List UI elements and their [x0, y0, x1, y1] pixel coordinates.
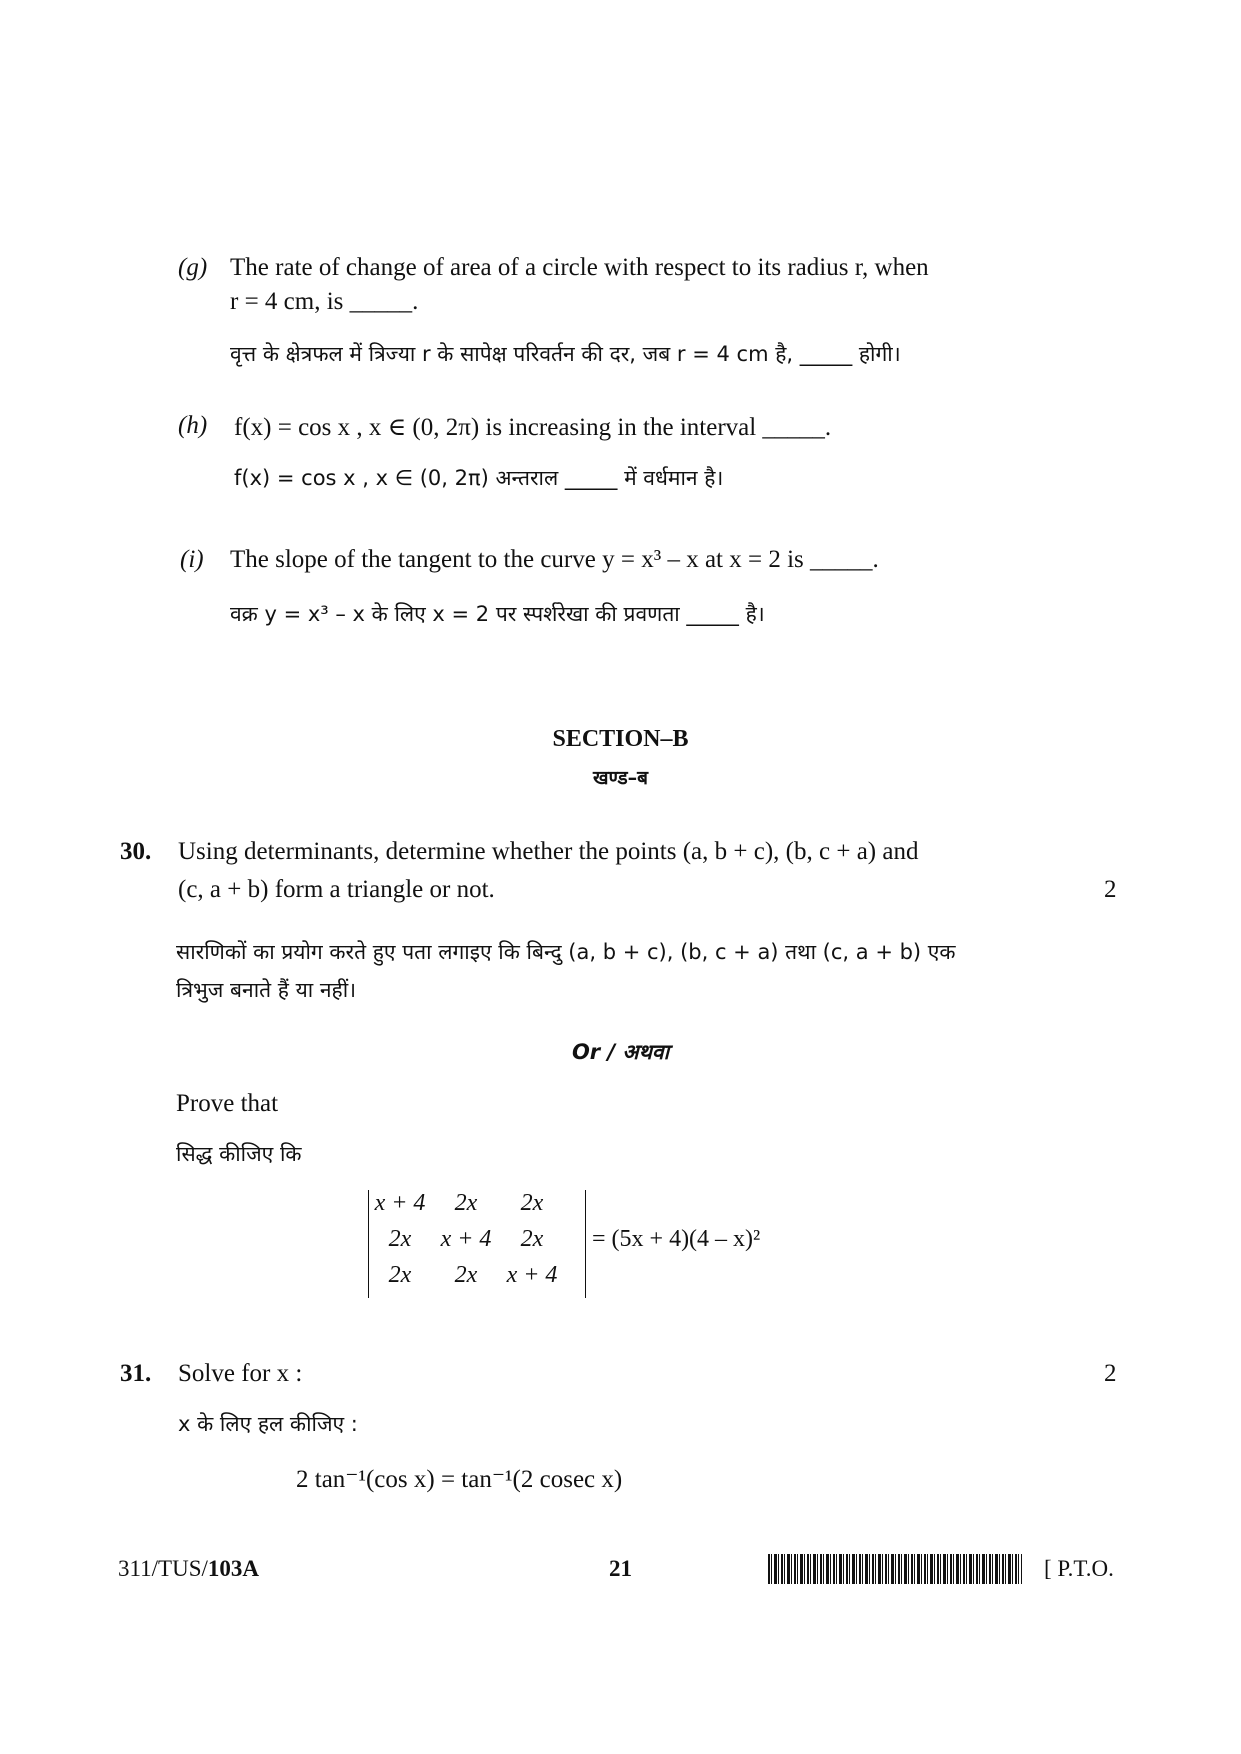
question-31-marks: 2	[1104, 1360, 1117, 1387]
barcode-image	[768, 1554, 1022, 1584]
matrix-cell: x + 4	[374, 1190, 426, 1216]
determinant-matrix	[368, 1190, 586, 1298]
question-30-text-en-line1: Using determinants, determine whether the points (a, b + c), (b, c + a) and	[178, 838, 919, 865]
question-i-text-en: The slope of the tangent to the curve y = x³ – x at x = 2 is _____.	[230, 546, 879, 573]
question-h-text-en: f(x) = cos x , x ∈ (0, 2π) is increasing in the interval _____.	[234, 414, 832, 441]
matrix-cell: 2x	[520, 1226, 544, 1252]
paper-code-bold: 103A	[207, 1556, 260, 1581]
question-g-text-en-line1: The rate of change of area of a circle with respect to its radius r, when	[230, 254, 929, 281]
subquestion-label-g: (g)	[178, 254, 208, 281]
question-number-30: 30.	[120, 838, 152, 865]
page-number: 21	[609, 1556, 632, 1581]
determinant-rhs: = (5x + 4)(4 – x)²	[592, 1226, 761, 1252]
matrix-cell: 2x	[454, 1190, 478, 1216]
prove-that-hi: सिद्ध कीजिए कि	[176, 1142, 302, 1166]
question-30-text-en-line2: (c, a + b) form a triangle or not.	[178, 876, 495, 903]
matrix-cell: 2x	[388, 1262, 412, 1288]
question-g-text-hi: वृत्त के क्षेत्रफल में त्रिज्या r के सापेक्ष परिवर्तन की दर, जब r = 4 cm है, _____ होगी।	[230, 342, 901, 366]
matrix-cell: x + 4	[506, 1262, 558, 1288]
question-31-text-hi: x के लिए हल कीजिए :	[178, 1412, 358, 1436]
section-title-en: SECTION–B	[552, 726, 689, 752]
matrix-cell: 2x	[520, 1190, 544, 1216]
matrix-cell: x + 4	[440, 1226, 492, 1252]
question-31-text-en: Solve for x :	[178, 1360, 303, 1387]
question-number-31: 31.	[120, 1360, 152, 1387]
matrix-cell: 2x	[454, 1262, 478, 1288]
question-30-text-hi-line1: सारणिकों का प्रयोग करते हुए पता लगाइए कि बिन्दु (a, b + c), (b, c + a) तथा (c, a + b) एक	[176, 940, 956, 964]
matrix-cell: 2x	[388, 1226, 412, 1252]
question-h-text-hi: f(x) = cos x , x ∈ (0, 2π) अन्तराल _____ में वर्धमान है।	[234, 466, 724, 490]
question-30-text-hi-line2: त्रिभुज बनाते हैं या नहीं।	[176, 978, 357, 1002]
subquestion-label-i: (i)	[180, 546, 204, 573]
or-separator: Or / अथवा	[571, 1040, 670, 1064]
paper-code-prefix: 311/TUS/	[118, 1556, 208, 1581]
prove-that-en: Prove that	[176, 1090, 279, 1117]
question-31-equation: 2 tan⁻¹(cos x) = tan⁻¹(2 cosec x)	[296, 1466, 623, 1493]
question-i-text-hi: वक्र y = x³ – x के लिए x = 2 पर स्पर्शरेखा की प्रवणता _____ है।	[230, 602, 765, 626]
question-g-text-en-line2: r = 4 cm, is _____.	[230, 288, 419, 315]
pto-label: [ P.T.O.	[1044, 1556, 1114, 1581]
question-30-marks: 2	[1104, 876, 1117, 903]
subquestion-label-h: (h)	[178, 412, 208, 439]
section-title-hi: खण्ड–ब	[592, 767, 649, 789]
